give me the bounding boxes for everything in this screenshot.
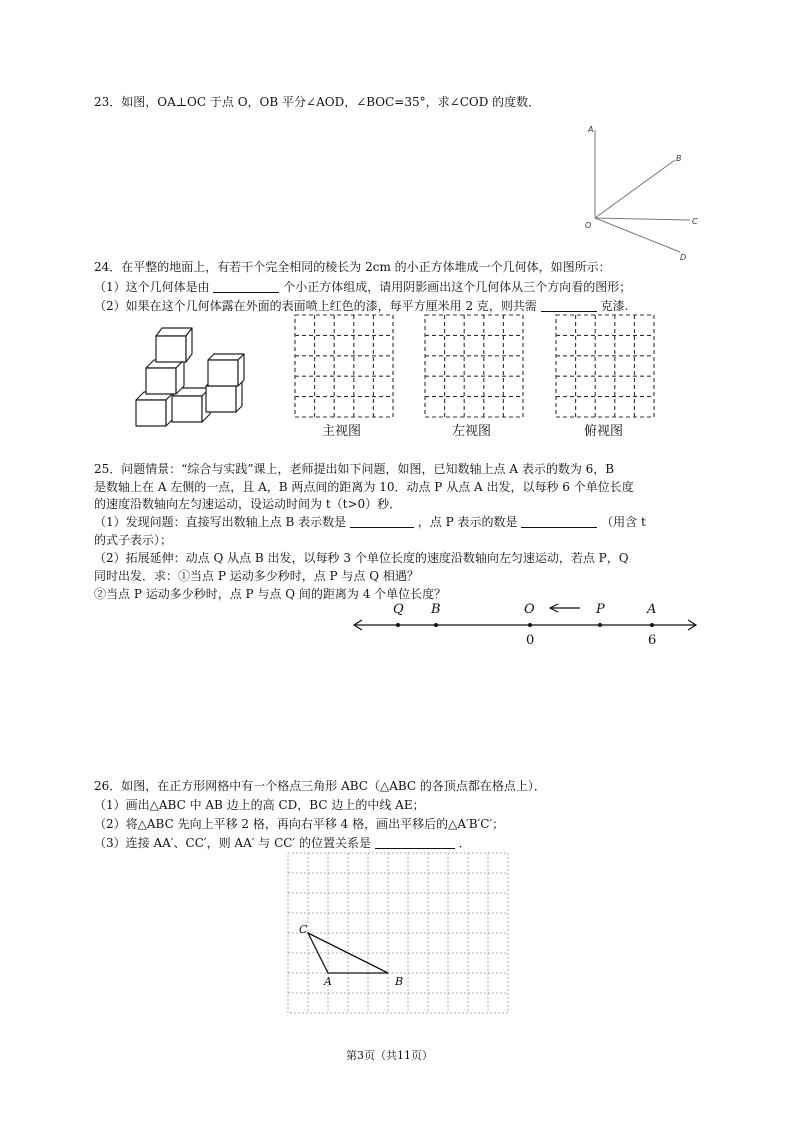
q26-label-C: C — [299, 923, 308, 936]
q25-line8: ②当点 P 运动多少秒时，点 P 与点 Q 间的距离为 4 个单位长度？ — [94, 587, 447, 601]
q24-grid-front[interactable] — [294, 314, 394, 418]
q24-stem: 24．在平整的地面上，有若干个完全相同的棱长为 2cm 的小正方体堆成一个几何体，如图所示： — [94, 260, 611, 274]
q23-label-A: A — [588, 125, 594, 134]
page-footer: 第3页（共11页） — [346, 1049, 433, 1062]
q24-cube-figure — [130, 322, 250, 432]
q26-line4-after: ． — [458, 836, 471, 850]
q25-line4-b: ，点 P 表示的数是 — [417, 515, 518, 529]
q25-axis-zero: 0 — [526, 633, 535, 648]
q23-angle-figure — [580, 120, 710, 265]
q24-part1-before: （1）这个几何体是由 — [94, 280, 210, 294]
q23-label-C: C — [692, 217, 698, 226]
q24-part2-before: （2）如果在这个几何体露在外面的表面喷上红色的漆，每平方厘米用 2 克，则共需 — [94, 299, 537, 313]
q25-line7: 同时出发．求：①当点 P 运动多少秒时，点 P 与点 Q 相遇？ — [94, 569, 419, 583]
q23-text: 23．如图，OA⊥OC 于点 O，OB 平分∠AOD，∠BOC=35°，求∠COD 的度数． — [94, 95, 541, 109]
q24-part2-after: 克漆. — [600, 299, 629, 313]
q25-line4-c: （用含 t — [601, 515, 646, 529]
q24-label-left: 左视图 — [452, 424, 492, 439]
q25-line4-a: （1）发现问题：直接写出数轴上点 B 表示数是 — [94, 515, 347, 529]
q25-line3: 的速度沿数轴向左匀速运动，设运动时间为 t（t>0）秒． — [94, 497, 402, 511]
q26-line4-before: （3）连接 AA′、CC′，则 AA′ 与 CC′ 的位置关系是 — [94, 836, 371, 850]
q25-blank-B[interactable] — [350, 515, 414, 528]
q25-number-line — [350, 598, 702, 650]
q25-line6: （2）拓展延伸：动点 Q 从点 B 出发，以每秒 3 个单位长度的速度沿数轴向左匀速运动，若点 P，Q — [94, 551, 629, 565]
q25-axis-six: 6 — [648, 633, 657, 648]
q25-line4 — [94, 514, 646, 530]
q26-line4 — [94, 835, 471, 851]
q25-axis-Q: Q — [393, 602, 404, 617]
q24-part2 — [94, 298, 628, 314]
q25-axis-O: O — [524, 602, 535, 617]
q25-line2: 是数轴上在 A 左侧的一点，且 A，B 两点间的距离为 10．动点 P 从点 A 出发，以每秒 6 个单位长度 — [94, 480, 634, 494]
q26-grid-figure[interactable] — [287, 852, 511, 1018]
q24-part1-after: 个小正方体组成，请用阴影画出这个几何体从三个方向看的图形； — [283, 280, 632, 294]
q26-line3: （2）将△ABC 先向上平移 2 格，再向右平移 4 格，画出平移后的△A′B′C′； — [94, 817, 505, 831]
q25-axis-B: B — [431, 602, 441, 617]
q25-axis-A: A — [647, 602, 657, 617]
q26-label-B: B — [395, 975, 404, 988]
q24-grid-top[interactable] — [555, 314, 655, 418]
q26-line2: （1）画出△ABC 中 AB 边上的高 CD，BC 边上的中线 AE； — [94, 798, 425, 812]
q23-label-D: D — [680, 253, 687, 262]
q23-label-O: O — [585, 221, 592, 230]
q25-line1: 25．问题情景：“综合与实践”课上，老师提出如下问题，如图，已知数轴上点 A 表示的数为 6，B — [94, 462, 615, 476]
q24-part1 — [94, 279, 631, 295]
q26-blank-relation[interactable] — [375, 836, 455, 849]
q25-line5: 的式子表示）； — [94, 533, 173, 547]
q23-label-B: B — [676, 154, 682, 163]
q24-blank-count[interactable] — [213, 280, 279, 293]
q25-axis-P: P — [596, 602, 605, 617]
q24-blank-paint[interactable] — [541, 299, 597, 312]
q26-line1: 26．如图，在正方形网格中有一个格点三角形 ABC（△ABC 的各顶点都在格点上）． — [94, 779, 546, 793]
q24-grid-left[interactable] — [424, 314, 524, 418]
q25-blank-P[interactable] — [521, 515, 597, 528]
q24-label-top: 俯视图 — [584, 424, 624, 439]
q24-label-front: 主视图 — [322, 424, 362, 439]
q26-label-A: A — [324, 975, 332, 988]
